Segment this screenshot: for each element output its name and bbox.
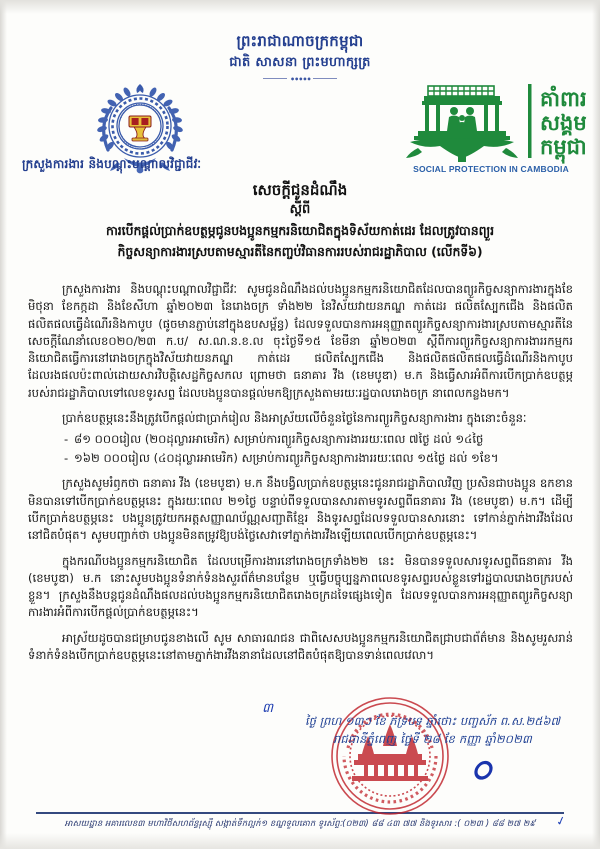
footer-address: អាសយដ្ឋាន អគារលេខ៣ មហាវិថីសហព័ន្ធរុស្ស៊ី សង្កាត់ទឹកល្អក់១ ខណ្ឌទួលគោក ទូរស័ព្ទៈ(០២៣) ៨៨ ៤៣ ៧៧ និងទូរសារ :( ០២៣ ) ៨៨ ២៧ ២៩ [64,818,536,828]
buddhist-era-date: ថ្ងៃ ព្រហ ១៣ៗ ខែ ភទ្របទ ឆ្នាំថោះ បញ្ចស័ក ព.ស.២៥៦៧ [305,714,560,728]
document-body [28,281,573,672]
document-about-label: ស្តីពី [289,202,311,217]
body-paragraph-4: ក្នុងករណីបងប្អូនកម្មករនិយោជិត ដែលបម្រើការងារនៅរោងចក្រទាំង២២ នេះ មិនបានទទួលសារទូរសព្ទពីធនាគារ វីង (ខេមបូឌា) ម.ក នោះសូមបងប្អូនទំនាក់ទំនងសួរព័ត៌មានបន្ថែម ឬធ្វើបច្ចុប្បន្នភាពលេខទូរសព្ទរបស់ខ្លួនទៅរដ្ឋបាលរោងចក្ររបស់ខ្លួន។ ក្រសួងនឹងបន្តជូនដំណឹងផលដល់បងប្អូនកម្មករនិយោជិតរោងចក្រដទៃផ្សេងទៀត ដែលទទួលបានការអនុញ្ញាតព្យួរកិច្ចសន្យាការងារអំពីការបើកផ្តល់ប្រាក់ឧបត្ថម្ភនេះ។ [28,553,573,620]
national-motto: ជាតិ សាសនា ព្រះមហាក្សត្រ [229,55,371,70]
document-title-block [30,180,570,261]
body-paragraph-2: ប្រាក់ឧបត្ថម្ភនេះនឹងត្រូវបើកផ្តល់ជាប្រាក់រៀល និងអាស្រ័យលើចំនួនថ្ងៃនៃការព្យួរកិច្ចសន្យាការងារ ក្នុងនោះចំនួនៈ [62,411,527,426]
social-protection-logo [388,80,594,176]
sp-khmer-2: សង្គម [540,111,587,135]
body-paragraph-1: ក្រសួងការងារ និងបណ្តុះបណ្តាលវិជ្ជាជីវៈ សូមជូនដំណឹងដល់បងប្អូនកម្មករនិយោជិតដែលបានព្យួរកិច្ចសន្យាការងារក្នុងខែមិថុនា ខែកក្កដា និងខែសីហា ឆ្នាំ២០២៣ នៃរោងចក្រ ទាំង២២ នៃវិស័យវាយនភណ្ឌ កាត់ដេរ ផលិតស្បែកជើង និងផលិតផលិតផលធ្វើដំណើរនិងកាបូប (ផូចមានភ្ជាប់នៅក្នុងឧបសម្ព័ន្ធ) ដែលទទួលបានការអនុញ្ញាតព្យួរកិច្ចសន្យាការងារស្របតាមស្មារតីនៃសេចក្តីណែនាំលេខ០២០/២៣ ក.ប/ ស.ណ.ន.ខ.ល ចុះថ្ងៃទី១៥ ខែមីនា ឆ្នាំ២០២៣ ស្តីពីការព្យួរកិច្ចសន្យាការងាររកម្មករនិយោជិតធ្វើការនៅរោងចក្រក្នុងវិស័យវាយនភណ្ឌ កាត់ដេរ ផលិតស្បែកជើង និងផលិតផលិតផលធ្វើដំណើរនិងកាបូប ដែលរងផលប៉ះពាល់ដោយសារវិបត្តិសេដ្ឋកិច្ចសកល ព្រោមថា ធនាគារ វីង (ខេមបូឌា) ម.ក និងធ្វើសារអំពីការបើកប្រាក់ឧបត្ថម្ភរបស់រាជរដ្ឋាភិបាលទៅលេខទូរសព្ទ ដែលបងប្អូនបានផ្តល់មកឱ្យក្រសួងតាមរយៈរដ្ឋបាលរោងចក្រ នាពេលកន្លងមក។ [28,282,573,400]
body-paragraph-5: អាស្រ័យដូចបានជម្រាបជូនខាងលើ សូម សាធារណជន ជាពិសេសបងប្អូនកម្មករនិយោជិតជ្រាបជាព័ត៌មាន និងសូមរួសរាន់ទំនាក់ទំនងបើកប្រាក់ឧបត្ថម្ភនេះនៅតាមភ្នាក់ងារវីងនានាដែលនៅជិតបំផុតឱ្យបានទាន់ពេលវេលា។ [28,630,573,663]
list-item: - ៨១ ០០០រៀល (២០ដុល្លារអាមេរិក) សម្រាប់ការព្យួរកិច្ចសន្យាការងាររយៈពេល ៧ថ្ងៃ ដល់ ១៤ថ្ងៃ [28,431,573,449]
scan-edge-bottom [0,833,600,849]
footer-divider [36,812,564,814]
motto-ornament: ••••• [290,75,311,84]
motto-ornament-rule [263,75,337,82]
footer-ink-mark: ✓ [554,812,568,830]
social-protection-caption: SOCIAL PROTECTION IN CAMBODIA [413,164,569,174]
scan-edge-top [0,0,600,14]
kingdom-title: ព្រះរាជាណាចក្រកម្ពុជា [236,32,364,50]
document-subject-line-1: ការបើកផ្តល់ប្រាក់ឧបត្ថម្ភជូនបងប្អូនកម្មករនិយោជិតក្នុងទិស័យកាត់ដេរ ដែលត្រូវបានព្យួរ [105,223,494,238]
sp-khmer-3: កម្ពុជា [540,135,587,159]
sp-khmer-1: គាំពារ [540,87,587,111]
allowance-amount-list [28,431,573,467]
body-paragraph-3: ក្រសួងសូមរំឭកថា ធនាគារ វីង (ខេមបូឌា) ម.ក នឹងបង្វិលប្រាក់ឧបត្ថម្ភនេះជូនរាជរដ្ឋាភិបាលវិញ ប្រសិនជាបងប្អូន ឧកខាន មិនបានទៅបើកប្រាក់ឧបត្ថម្ភនេះ ក្នុងរយៈពេល ២១ថ្ងៃ បន្ទាប់ពីទទួលបានសារតាមទូរសព្ទពីធនាគារ វីង (ខេមបូឌា) ម.ក។ ដើម្បីបើកប្រាក់ឧបត្ថម្ភនេះ បងប្អូនត្រូវយកអត្តសញ្ញាណប័ណ្ណសញ្ជាតិខ្មែរ និងទូរសព្ទដែលទទួលបានសារនោះ ទៅកាន់ភ្នាក់ងារវីងដែលនៅជិតបំផុត។ សូមបញ្ជាក់ថា បងប្អូនមិនតម្រូវឱ្យបង់ថ្លៃសេវាទៅភ្នាក់ងារវីងឡើយពេលបើកប្រាក់ឧបត្ថម្ភនេះ។ [28,476,573,543]
document-subject-line-2: កិច្ចសន្យាការងារស្របតាមស្មារតីនៃកញ្ចប់វិធានការរបស់រាជរដ្ឋាភិបាល (លើកទី៦) [117,244,483,259]
gregorian-date: រាជធានីភ្នំពេញ ថ្ងៃទី ២៨ ខែ កញ្ញា ឆ្នាំ២០២៣ [332,732,533,746]
national-heading [170,32,430,82]
handwritten-signature: ഠ [467,750,493,789]
handwritten-mark: ៣ [262,701,274,716]
document-type: សេចក្តីជូនដំណឹង [252,181,348,199]
ministry-name: ក្រសួងការងារ និងបណ្តុះបណ្តាលវិជ្ជាជីវៈ [22,157,202,171]
list-item: - ១៦២ ០០០រៀល (៤០ដុល្លារអាមេរិក) សម្រាប់ការព្យួរកិច្ចសន្យាការងាររយៈពេល ១៥ថ្ងៃ ដល់ ១ខែ។ [28,450,573,468]
